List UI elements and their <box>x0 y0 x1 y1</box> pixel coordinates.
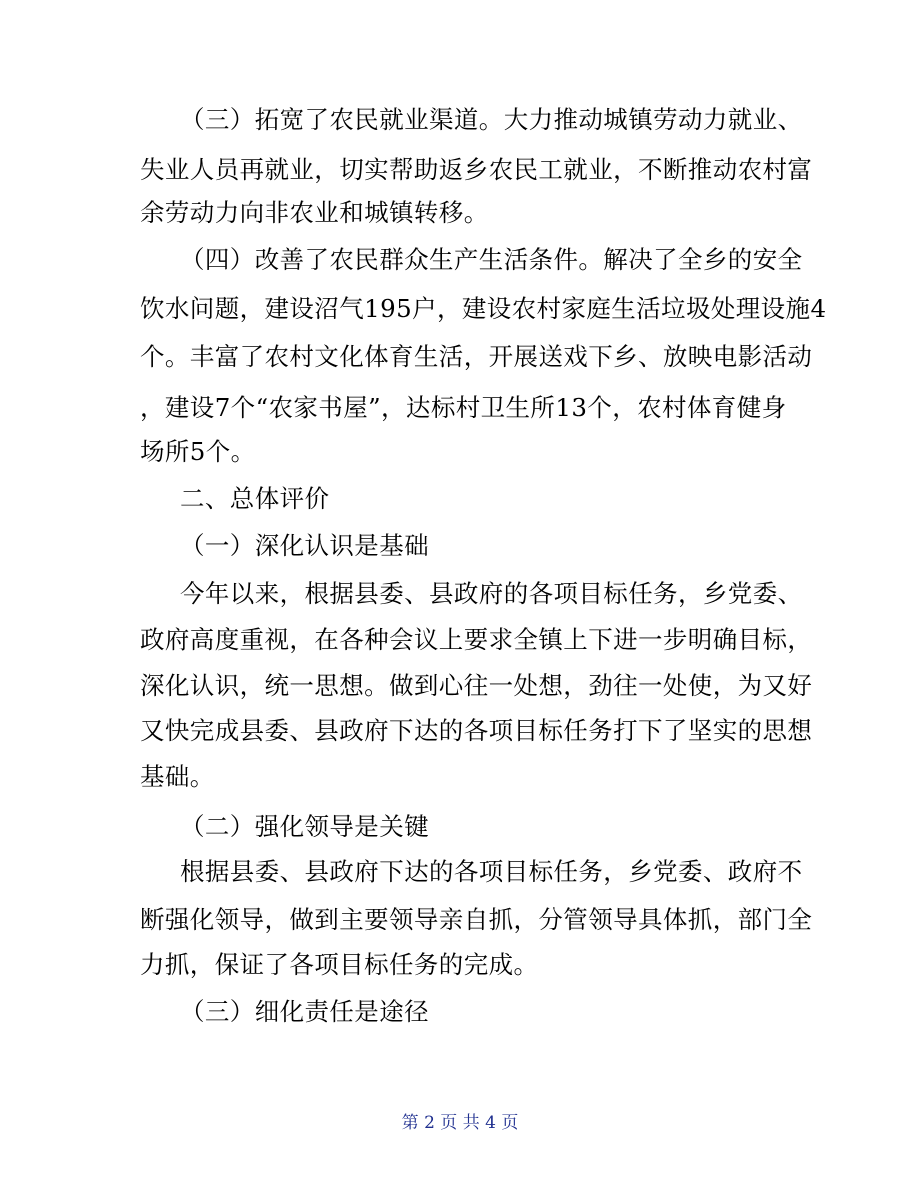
paragraph-line: 场所5个。 <box>140 437 256 466</box>
paragraph-line: 力抓，保证了各项目标任务的完成。 <box>140 950 539 979</box>
paragraph-line: 深化认识，统一思想。做到心往一处想，劲往一处使，为又好 <box>140 671 813 700</box>
paragraph-line: 断强化领导，做到主要领导亲自抓，分管领导具体抓，部门全 <box>140 905 813 934</box>
subsection-heading: （三）细化责任是途径 <box>180 997 429 1026</box>
paragraph-line: ，建设7个“农家书屋”，达标村卫生所13个，农村体育健身 <box>140 393 787 422</box>
paragraph-line: 又快完成县委、县政府下达的各项目标任务打下了坚实的思想 <box>140 716 813 745</box>
paragraph-line: 余劳动力向非农业和城镇转移。 <box>140 198 489 227</box>
paragraph-line: 根据县委、县政府下达的各项目标任务，乡党委、政府不 <box>180 857 803 886</box>
paragraph-line: 饮水问题，建设沼气195户，建设农村家庭生活垃圾处理设施4 <box>140 294 827 323</box>
paragraph-line: 政府高度重视，在各种会议上要求全镇上下进一步明确目标， <box>140 625 813 654</box>
subsection-heading: （二）强化领导是关键 <box>180 812 429 841</box>
paragraph-line: 今年以来，根据县委、县政府的各项目标任务，乡党委、 <box>180 579 803 608</box>
section-heading: 二、总体评价 <box>180 484 330 513</box>
page-number-footer: 第 2 页 共 4 页 <box>401 1113 519 1133</box>
paragraph-line: 失业人员再就业，切实帮助返乡农民工就业，不断推动农村富 <box>140 155 813 184</box>
subsection-heading: （一）深化认识是基础 <box>180 531 429 560</box>
paragraph-line: 基础。 <box>140 762 215 791</box>
paragraph-line: 个。丰富了农村文化体育生活，开展送戏下乡、放映电影活动 <box>140 342 813 371</box>
paragraph-line: （四）改善了农民群众生产生活条件。解决了全乡的安全 <box>180 245 803 274</box>
paragraph-line: （三）拓宽了农民就业渠道。大力推动城镇劳动力就业、 <box>180 105 803 134</box>
